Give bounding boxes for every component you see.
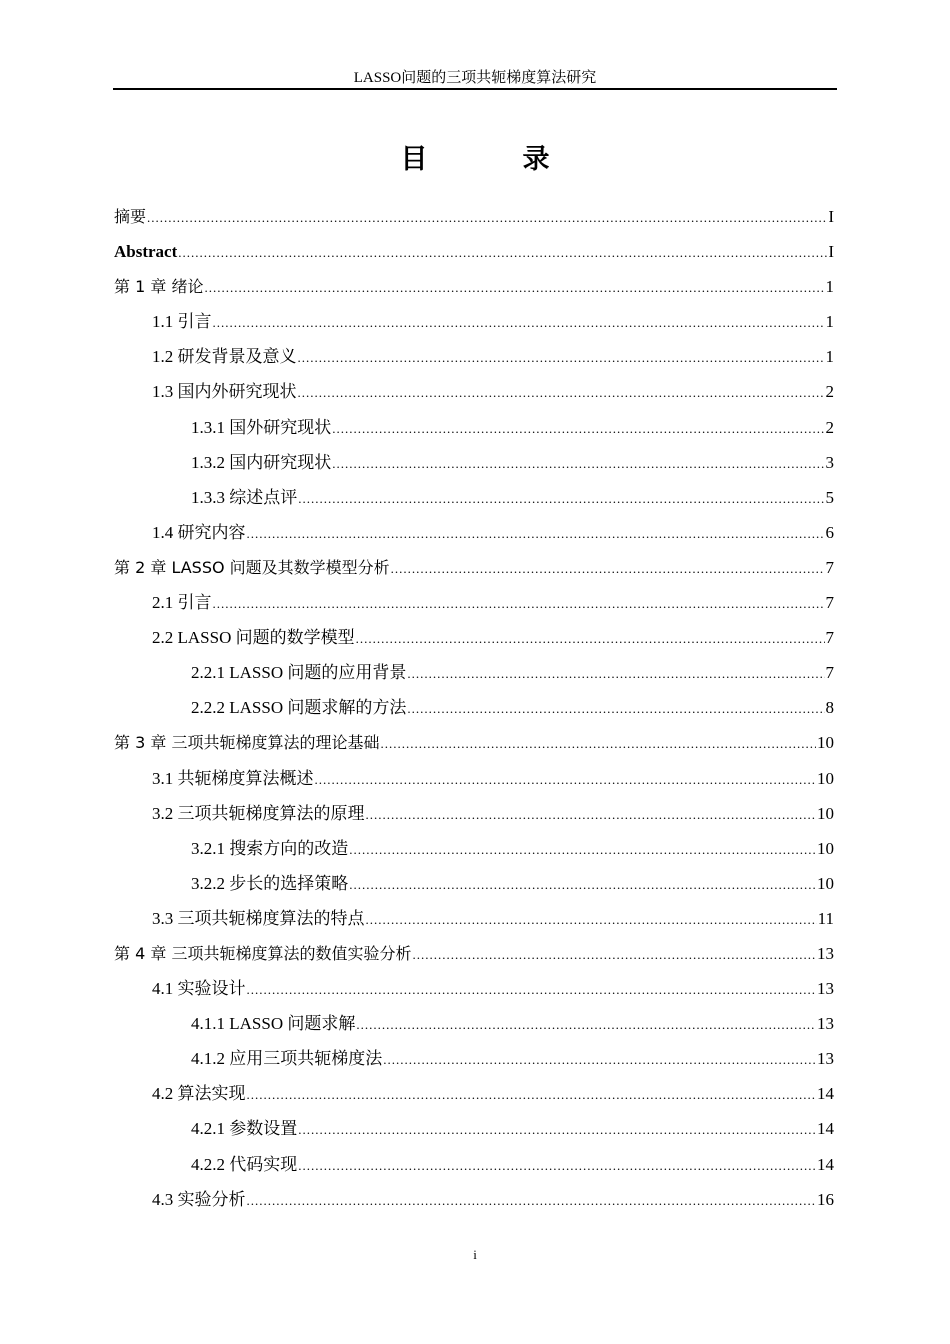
toc-dot-leader <box>349 867 816 902</box>
toc-entry[interactable] <box>114 620 834 655</box>
toc-entry[interactable] <box>114 761 834 796</box>
toc-dot-leader <box>213 586 825 621</box>
toc-entry-page: 7 <box>825 663 834 683</box>
toc-dot-leader <box>147 200 827 235</box>
table-of-contents <box>114 199 834 1217</box>
toc-entry-page: 10 <box>817 838 834 858</box>
toc-entry-label: 1.3.2 国内研究现状 <box>191 452 332 472</box>
toc-dot-leader <box>213 305 825 340</box>
toc-entry-label: 4.2.2 代码实现 <box>191 1154 298 1174</box>
toc-entry-label: 4.1.2 应用三项共轭梯度法 <box>191 1049 383 1069</box>
toc-dot-leader <box>356 1007 816 1042</box>
toc-entry-page: 1 <box>825 277 834 297</box>
toc-dot-leader <box>383 1042 816 1077</box>
toc-entry-label: 第 2 章 LASSO 问题及其数学模型分析 <box>114 557 390 577</box>
toc-entry[interactable] <box>114 690 834 725</box>
toc-entry-label: Abstract <box>114 242 178 262</box>
toc-entry-page: I <box>828 242 834 262</box>
toc-dot-leader <box>407 691 824 726</box>
toc-entry-label: 4.1.1 LASSO 问题求解 <box>191 1014 356 1034</box>
toc-entry[interactable] <box>114 199 834 234</box>
toc-entry[interactable] <box>114 1147 834 1182</box>
toc-dot-leader <box>315 762 817 797</box>
toc-entry-label: 2.2.2 LASSO 问题求解的方法 <box>191 698 407 718</box>
toc-entry[interactable] <box>114 269 834 304</box>
toc-entry-page: 11 <box>817 908 834 928</box>
toc-entry-label: 摘要 <box>114 207 147 226</box>
toc-entry-label: 1.3.1 国外研究现状 <box>191 417 332 437</box>
toc-entry-label: 第 4 章 三项共轭梯度算法的数值实验分析 <box>114 943 412 963</box>
footer-page-number: i <box>473 1247 477 1262</box>
toc-entry-page: 8 <box>825 698 834 718</box>
toc-entry-page: 10 <box>817 733 834 753</box>
toc-dot-leader <box>349 832 816 867</box>
toc-entry[interactable] <box>114 234 834 269</box>
toc-entry[interactable] <box>114 374 834 409</box>
toc-entry-page: 7 <box>825 557 834 577</box>
toc-entry-label: 2.2 LASSO 问题的数学模型 <box>152 628 355 648</box>
toc-dot-leader <box>332 411 824 446</box>
toc-entry[interactable] <box>114 971 834 1006</box>
toc-entry[interactable] <box>114 445 834 480</box>
toc-dot-leader <box>332 446 824 481</box>
toc-entry-label: 3.2 三项共轭梯度算法的原理 <box>152 803 365 823</box>
toc-entry-label: 3.2.1 搜索方向的改造 <box>191 838 349 858</box>
toc-entry[interactable] <box>114 480 834 515</box>
toc-dot-leader <box>247 972 817 1007</box>
toc-entry-page: 1 <box>825 347 834 367</box>
toc-entry-label: 3.1 共轭梯度算法概述 <box>152 768 314 788</box>
toc-entry[interactable] <box>114 410 834 445</box>
toc-entry-page: 13 <box>817 1049 834 1069</box>
toc-dot-leader <box>298 340 825 375</box>
toc-dot-leader <box>366 797 817 832</box>
toc-dot-leader <box>247 516 825 551</box>
toc-entry[interactable] <box>114 1041 834 1076</box>
toc-entry[interactable] <box>114 550 834 585</box>
toc-entry-page: 16 <box>817 1189 834 1209</box>
toc-entry[interactable] <box>114 515 834 550</box>
toc-entry-page: 13 <box>817 1014 834 1034</box>
toc-entry-page: 2 <box>825 417 834 437</box>
toc-entry-label: 第 3 章 三项共轭梯度算法的理论基础 <box>114 733 380 753</box>
toc-entry[interactable] <box>114 655 834 690</box>
toc-entry-label: 4.3 实验分析 <box>152 1189 246 1209</box>
toc-entry-page: 5 <box>825 487 834 507</box>
toc-entry[interactable] <box>114 1076 834 1111</box>
toc-entry[interactable] <box>114 725 834 760</box>
toc-dot-leader <box>366 902 817 937</box>
toc-entry-page: 14 <box>817 1154 834 1174</box>
toc-entry[interactable] <box>114 936 834 971</box>
toc-dot-leader <box>178 235 827 270</box>
toc-entry-label: 3.3 三项共轭梯度算法的特点 <box>152 908 365 928</box>
toc-entry-label: 4.2.1 参数设置 <box>191 1119 298 1139</box>
toc-entry[interactable] <box>114 1111 834 1146</box>
toc-entry[interactable] <box>114 901 834 936</box>
toc-entry[interactable] <box>114 866 834 901</box>
toc-dot-leader <box>204 270 824 305</box>
toc-dot-leader <box>298 1112 816 1147</box>
toc-entry-label: 1.1 引言 <box>152 312 212 332</box>
toc-dot-leader <box>407 656 824 691</box>
toc-entry-page: 7 <box>825 628 834 648</box>
toc-title: 目 录 <box>400 144 584 175</box>
toc-entry-label: 1.3.3 综述点评 <box>191 487 298 507</box>
toc-entry-label: 2.1 引言 <box>152 593 212 613</box>
toc-dot-leader <box>247 1183 817 1218</box>
toc-entry-page: 1 <box>825 312 834 332</box>
toc-entry-page: 7 <box>825 593 834 613</box>
toc-entry-page: 10 <box>817 873 834 893</box>
toc-entry-label: 3.2.2 步长的选择策略 <box>191 873 349 893</box>
toc-entry-label: 4.1 实验设计 <box>152 979 246 999</box>
toc-entry[interactable] <box>114 1006 834 1041</box>
toc-entry[interactable] <box>114 585 834 620</box>
toc-dot-leader <box>380 726 816 761</box>
toc-dot-leader <box>298 481 824 516</box>
toc-dot-leader <box>356 621 825 656</box>
toc-entry-page: 6 <box>825 522 834 542</box>
toc-entry-page: 14 <box>817 1084 834 1104</box>
toc-entry-label: 1.2 研发背景及意义 <box>152 347 297 367</box>
toc-entry[interactable] <box>114 1182 834 1217</box>
toc-dot-leader <box>298 1148 816 1183</box>
toc-entry-page: 3 <box>825 452 834 472</box>
toc-entry-label: 1.3 国内外研究现状 <box>152 382 297 402</box>
toc-dot-leader <box>391 551 825 586</box>
toc-entry[interactable] <box>114 304 834 339</box>
toc-entry[interactable] <box>114 339 834 374</box>
toc-entry-label: 1.4 研究内容 <box>152 522 246 542</box>
toc-entry-page: 13 <box>817 979 834 999</box>
toc-dot-leader <box>298 375 825 410</box>
toc-entry-page: 2 <box>825 382 834 402</box>
toc-entry-page: 14 <box>817 1119 834 1139</box>
toc-entry-page: 10 <box>817 768 834 788</box>
toc-dot-leader <box>412 937 816 972</box>
toc-entry-label: 2.2.1 LASSO 问题的应用背景 <box>191 663 407 683</box>
toc-entry[interactable] <box>114 796 834 831</box>
toc-entry[interactable] <box>114 831 834 866</box>
toc-dot-leader <box>247 1077 817 1112</box>
toc-entry-page: I <box>828 207 834 226</box>
toc-entry-page: 13 <box>817 943 834 963</box>
header-rule <box>113 88 837 90</box>
running-header: LASSO问题的三项共轭梯度算法研究 <box>353 70 597 86</box>
toc-entry-label: 4.2 算法实现 <box>152 1084 246 1104</box>
toc-entry-label: 第 1 章 绪论 <box>114 277 204 297</box>
toc-entry-page: 10 <box>817 803 834 823</box>
